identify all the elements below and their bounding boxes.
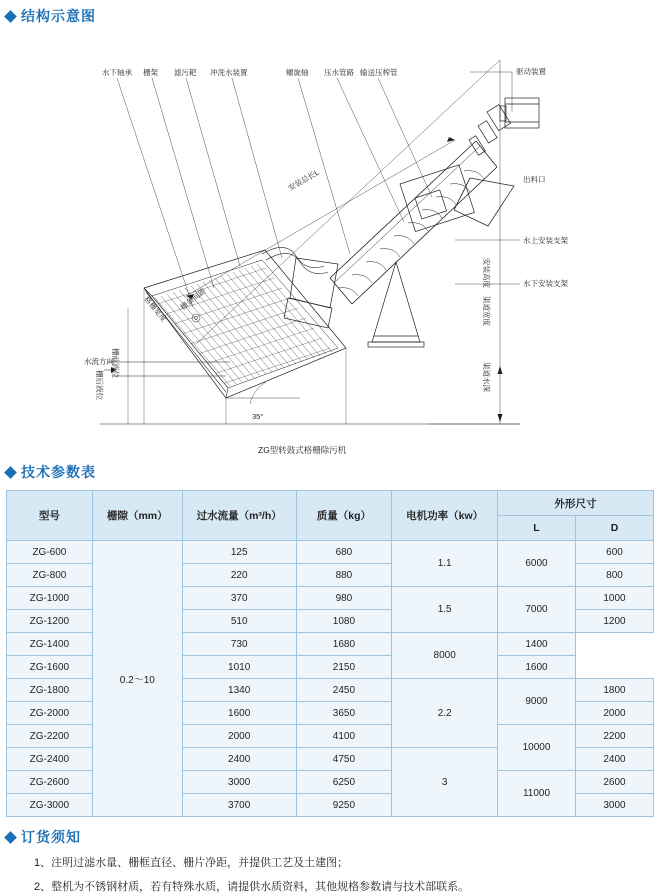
ordering-notes-section — [0, 827, 660, 896]
cell-mass: 2450 — [296, 679, 392, 702]
cell-diameter: 2600 — [576, 771, 654, 794]
col-header-gap: 栅隙（mm） — [92, 491, 182, 541]
diagram-label-channel-width: 渠道宽度 — [482, 296, 491, 326]
diagram-label-driving-unit: 驱动装置 — [516, 67, 546, 76]
cell-model: ZG-1800 — [7, 679, 93, 702]
cell-length: 7000 — [497, 587, 575, 633]
cell-diameter: 800 — [576, 564, 654, 587]
cell-model: ZG-2600 — [7, 771, 93, 794]
cell-flow: 510 — [182, 610, 296, 633]
diagram-label-grid-frame: 栅架 — [143, 68, 158, 77]
cell-mass: 3650 — [296, 702, 392, 725]
spec-table-body — [7, 541, 654, 817]
diagram-label-install-height: 安装高度 — [482, 258, 491, 288]
cell-model: ZG-1400 — [7, 633, 93, 656]
cell-mass: 1080 — [296, 610, 392, 633]
cell-model: ZG-1000 — [7, 587, 93, 610]
note-item-1: 1、注明过滤水量、栅框直径、栅片净距，并提供工艺及土建图； — [34, 857, 349, 869]
diamond-bullet-icon — [4, 831, 17, 844]
spec-table — [6, 490, 654, 817]
cell-mass: 4100 — [296, 725, 392, 748]
cell-flow: 2400 — [182, 748, 296, 771]
cell-flow: 2000 — [182, 725, 296, 748]
cell-power: 1.1 — [392, 541, 498, 587]
col-header-dim-d: D — [576, 516, 654, 541]
cell-diameter: 600 — [576, 541, 654, 564]
cell-model: ZG-2200 — [7, 725, 93, 748]
diagram-label-flow-direction: 水流方向 — [84, 357, 114, 366]
col-header-flow: 过水流量（m³/h） — [182, 491, 296, 541]
cell-mass: 4750 — [296, 748, 392, 771]
cell-flow: 370 — [182, 587, 296, 610]
table-header-row — [7, 491, 654, 516]
cell-model: ZG-600 — [7, 541, 93, 564]
cell-mass: 2150 — [296, 656, 392, 679]
diagram-label-under-water-support: 水下安装支架 — [523, 279, 568, 288]
cell-flow: 1010 — [182, 656, 296, 679]
cell-diameter: 1000 — [576, 587, 654, 610]
col-header-mass: 质量（kg） — [296, 491, 392, 541]
cell-diameter: 2000 — [576, 702, 654, 725]
section-header-params — [0, 462, 660, 482]
diagram-label-discharge-port: 出料口 — [523, 175, 546, 184]
section-title-diagram: 结构示意图 — [21, 8, 96, 24]
cell-power: 2.2 — [392, 679, 498, 748]
diagram-caption: ZG型转鼓式格栅除污机 — [258, 445, 347, 455]
cell-mass: 980 — [296, 587, 392, 610]
diagram-label-conveying-press: 输送压榨管 — [360, 68, 398, 77]
cell-diameter: 2400 — [576, 748, 654, 771]
cell-mass: 880 — [296, 564, 392, 587]
diagram-label-wash-device: 冲洗水装置 — [210, 68, 248, 77]
section-title-notes: 订货须知 — [21, 829, 81, 845]
diagram-label-water-pipe: 压水管路 — [324, 68, 354, 77]
diagram-label-total-length: 安装总长L — [286, 167, 321, 193]
cell-flow: 220 — [182, 564, 296, 587]
diagram-canvas — [0, 26, 660, 458]
diagram-label-above-water-support: 水上安装支架 — [523, 236, 568, 245]
cell-diameter: 1600 — [497, 656, 575, 679]
cell-length: 6000 — [497, 541, 575, 587]
diagram-label-bar-spacing: 栅条间距 — [178, 286, 208, 312]
note-item-2: 2、整机为不锈钢材质，若有特殊水质，请提供水质资料，其他规格参数请与技术部联系。 — [34, 881, 470, 894]
section-header-diagram — [0, 0, 660, 26]
section-header-notes — [0, 827, 660, 847]
cell-diameter: 1400 — [497, 633, 575, 656]
cell-length: 8000 — [392, 633, 498, 679]
cell-length: 10000 — [497, 725, 575, 771]
diagram-label-channel-depth: 渠道水深 — [482, 362, 491, 392]
col-header-dimensions: 外形尺寸 — [497, 491, 653, 516]
diamond-bullet-icon — [4, 10, 17, 23]
cell-power: 3 — [392, 748, 498, 817]
cell-model: ZG-2400 — [7, 748, 93, 771]
cell-model: ZG-1200 — [7, 610, 93, 633]
table-row — [7, 541, 654, 564]
cell-flow: 730 — [182, 633, 296, 656]
diagram-label-downstream-level: 栅后液位 — [95, 370, 104, 400]
cell-diameter: 1200 — [576, 610, 654, 633]
cell-model: ZG-800 — [7, 564, 93, 587]
col-header-dim-l: L — [497, 516, 575, 541]
cell-gap: 0.2～10 — [92, 541, 182, 817]
cell-mass: 680 — [296, 541, 392, 564]
cell-mass: 9250 — [296, 794, 392, 817]
diagram-label-screw-shaft: 螺旋轴 — [286, 68, 309, 77]
col-header-power: 电机功率（kw） — [392, 491, 498, 541]
cell-model: ZG-3000 — [7, 794, 93, 817]
cell-diameter: 3000 — [576, 794, 654, 817]
cell-flow: 3000 — [182, 771, 296, 794]
cell-length: 9000 — [497, 679, 575, 725]
diagram-label-rake: 滤污耙 — [174, 68, 197, 77]
diagram-label-underwater-bearing: 水下轴承 — [102, 68, 132, 77]
diagram-label-grid-width: 格栅宽度 — [142, 294, 169, 324]
cell-mass: 1680 — [296, 633, 392, 656]
col-header-model: 型号 — [7, 491, 93, 541]
technical-parameters-section — [0, 462, 660, 817]
cell-flow: 125 — [182, 541, 296, 564]
cell-flow: 1340 — [182, 679, 296, 702]
cell-flow: 3700 — [182, 794, 296, 817]
cell-mass: 6250 — [296, 771, 392, 794]
cell-length: 11000 — [497, 771, 575, 817]
cell-flow: 1600 — [182, 702, 296, 725]
cell-power: 1.5 — [392, 587, 498, 633]
diagram-label-angle: 35° — [252, 412, 264, 421]
spec-table-head — [7, 491, 654, 541]
cell-model: ZG-2000 — [7, 702, 93, 725]
cell-diameter: 2200 — [576, 725, 654, 748]
section-title-params: 技术参数表 — [21, 464, 96, 480]
diagram-label-upstream-level: 栅前液位 — [111, 348, 120, 378]
diamond-bullet-icon — [4, 466, 17, 479]
cell-model: ZG-1600 — [7, 656, 93, 679]
cell-diameter: 1800 — [576, 679, 654, 702]
